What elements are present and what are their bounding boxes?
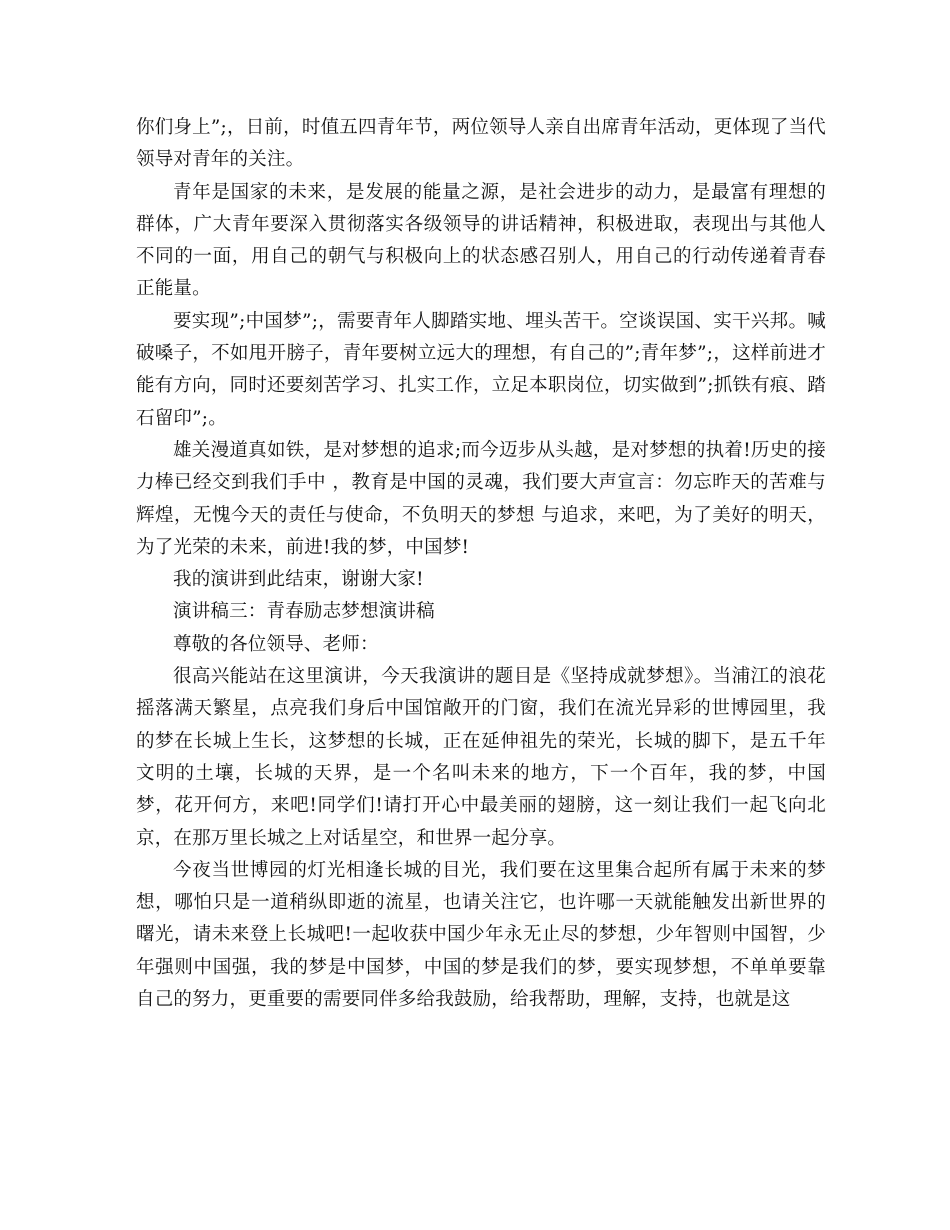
paragraph-4: 雄关漫道真如铁，是对梦想的追求;而今迈步从头越，是对梦想的执着!历史的接力棒已经交到我们手中 ，教育是中国的灵魂，我们要大声宣言：勿忘昨天的苦难与辉煌，无愧今天的责任与使命，不负明天的梦想 与追求，来吧，为了美好的明天，为了光荣的未来，前进!我的梦，中国梦! bbox=[136, 439, 826, 558]
paragraph-3: 要实现”;中国梦”;，需要青年人脚踏实地、埋头苦干。空谈误国、实干兴邦。喊破嗓子，不如甩开膀子，青年要树立远大的理想，有自己的”;青年梦”;，这样前进才能有方向，同时还要刻苦学习、扎实工作，立足本职岗位，切实做到”;抓铁有痕、踏石留印”;。 bbox=[136, 310, 826, 429]
paragraph-5: 我的演讲到此结束，谢谢大家! bbox=[173, 569, 424, 591]
paragraph-1: 你们身上”;，日前，时值五四青年节，两位领导人亲自出席青年活动，更体现了当代领导对青年的关注。 bbox=[136, 117, 826, 171]
document-page bbox=[136, 112, 826, 1016]
paragraph-9: 今夜当世博园的灯光相逢长城的目光，我们要在这里集合起所有属于未来的梦想，哪怕只是一道稍纵即逝的流星，也请关注它，也许哪一天就能触发出新世界的曙光，请未来登上长城吧!一起收获中国少年永无止尽的梦想，少年智则中国智，少年强则中国强，我的梦是中国梦，中国的梦是我们的梦，要实现梦想，不单单要靠自己的努力，更重要的需要同伴多给我鼓励，给我帮助，理解，支持，也就是这 bbox=[136, 859, 826, 1011]
paragraph-8: 很高兴能站在这里演讲，今天我演讲的题目是《坚持成就梦想》。当浦江的浪花摇落满天繁星，点亮我们身后中国馆敞开的门窗，我们在流光异彩的世博园里，我的梦在长城上生长，这梦想的长城，正在延伸祖先的荣光，长城的脚下，是五千年文明的土壤，长城的天界，是一个名叫未来的地方，下一个百年，我的梦，中国梦，花开何方，来吧!同学们!请打开心中最美丽的翅膀，这一刻让我们一起飞向北京，在那万里长城之上对话星空，和世界一起分享。 bbox=[136, 666, 826, 849]
paragraph-2: 青年是国家的未来，是发展的能量之源，是社会进步的动力，是最富有理想的群体，广大青年要深入贯彻落实各级领导的讲话精神，积极进取，表现出与其他人不同的一面，用自己的朝气与积极向上的状态感召别人，用自己的行动传递着青春正能量。 bbox=[136, 181, 826, 300]
section-title: 演讲稿三：青春励志梦想演讲稿 bbox=[173, 601, 435, 623]
salutation: 尊敬的各位领导、老师： bbox=[173, 633, 379, 655]
